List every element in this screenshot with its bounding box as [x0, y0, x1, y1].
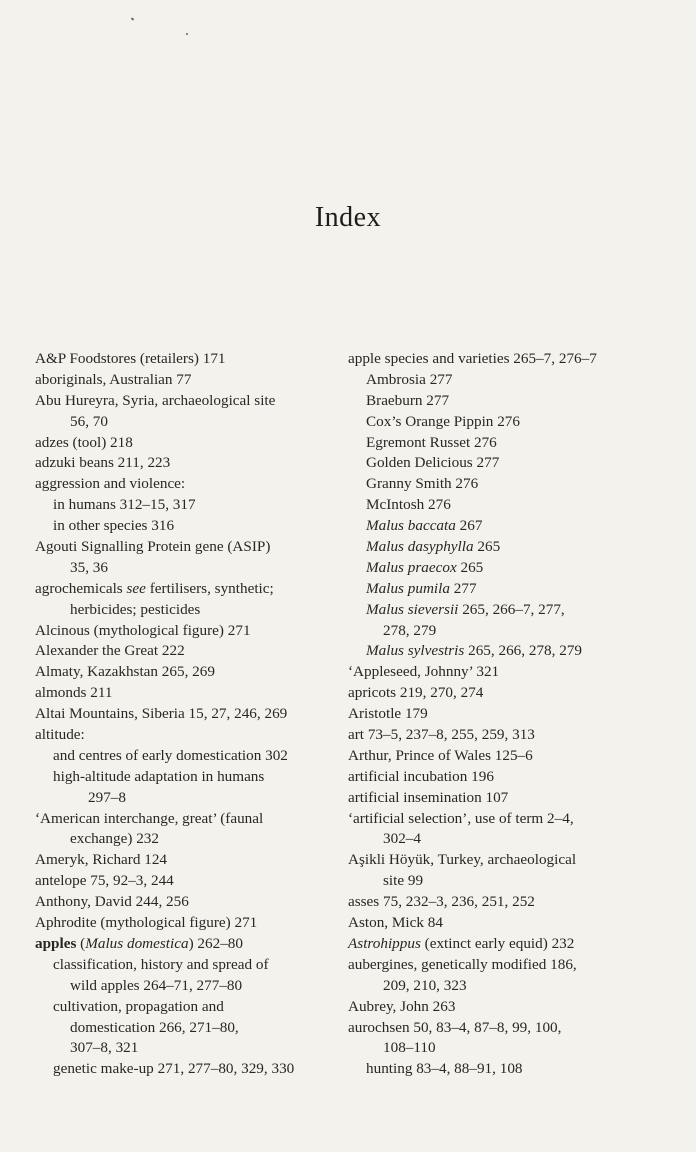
- page-title: Index: [314, 202, 382, 233]
- index-entry: [35, 913, 335, 934]
- index-entry-text: domestication 266, 271–80,: [70, 1018, 239, 1036]
- index-entry: [348, 850, 648, 871]
- index-entry-text: Egremont Russet 276: [366, 433, 497, 451]
- index-entry: [348, 704, 648, 725]
- index-entry: [348, 725, 648, 746]
- index-subentry: [35, 1018, 335, 1039]
- index-entry-text: adzes (tool) 218: [35, 433, 133, 451]
- index-entry-text: 265, 266, 278, 279: [464, 642, 582, 660]
- index-entry-text: Alexander the Great 222: [35, 642, 185, 660]
- index-entry-text: Ambrosia 277: [366, 370, 453, 388]
- index-entry: [348, 1018, 648, 1039]
- index-entry-text: 108–110: [383, 1039, 436, 1057]
- index-entry-text: Malus pumila: [366, 579, 450, 597]
- index-entry-text: Altai Mountains, Siberia 15, 27, 246, 269: [35, 705, 288, 723]
- index-entry: [35, 934, 335, 955]
- index-entry-text: genetic make-up 271, 277–80, 329, 330: [53, 1060, 295, 1078]
- print-speck: [131, 17, 135, 20]
- index-entry-text: adzuki beans 211, 223: [35, 454, 171, 472]
- index-subentry: [35, 600, 335, 621]
- index-entry-text: Agouti Signalling Protein gene (ASIP): [35, 538, 271, 556]
- index-subentry: [348, 871, 648, 892]
- print-speck: [186, 33, 188, 35]
- index-subentry: [348, 600, 648, 621]
- index-entry: [35, 370, 335, 391]
- index-column-right: [348, 349, 648, 1080]
- index-entry: [348, 349, 648, 370]
- index-entry-text: Arthur, Prince of Wales 125–6: [348, 746, 533, 764]
- index-entry-text: Aphrodite (mythological figure) 271: [35, 914, 258, 932]
- index-subentry: [348, 976, 648, 997]
- index-subentry: [35, 558, 335, 579]
- index-entry: [35, 391, 335, 412]
- index-entry-text: artificial insemination 107: [348, 788, 509, 806]
- index-entry-text: in other species 316: [53, 517, 175, 535]
- index-subentry: [35, 746, 335, 767]
- index-subentry: [348, 558, 648, 579]
- index-subentry: [348, 537, 648, 558]
- index-entry-text: 209, 210, 323: [383, 976, 467, 994]
- index-entry-text: Almaty, Kazakhstan 265, 269: [35, 663, 215, 681]
- index-entry-text: classification, history and spread of: [53, 955, 269, 973]
- index-subentry: [348, 391, 648, 412]
- index-entry-text: Cox’s Orange Pippin 276: [366, 412, 520, 430]
- index-entry-text: Ameryk, Richard 124: [35, 851, 168, 869]
- index-entry-text: in humans 312–15, 317: [53, 496, 196, 514]
- index-entry: [35, 704, 335, 725]
- index-entry-text: site 99: [383, 872, 424, 890]
- index-entry: [35, 871, 335, 892]
- index-entry: [348, 913, 648, 934]
- index-entry-text: see: [126, 579, 146, 597]
- index-entry-text: herbicides; pesticides: [70, 600, 201, 618]
- index-entry-text: 302–4: [383, 830, 421, 848]
- index-entry: [348, 934, 648, 955]
- index-entry-text: high-altitude adaptation in humans: [53, 767, 265, 785]
- index-subentry: [35, 412, 335, 433]
- index-entry-text: 265: [473, 538, 501, 556]
- index-subentry: [35, 767, 335, 788]
- index-entry-text: almonds 211: [35, 684, 113, 702]
- index-entry-text: and centres of early domestication 302: [53, 746, 288, 764]
- index-subentry: [35, 976, 335, 997]
- index-entry-text: 278, 279: [383, 621, 437, 639]
- index-entry: [348, 955, 648, 976]
- index-subentry: [35, 788, 335, 809]
- index-entry-text: Malus domestica: [85, 934, 189, 952]
- index-entry-text: ) 262–80: [188, 934, 243, 952]
- index-entry: [35, 537, 335, 558]
- index-subentry: [348, 1038, 648, 1059]
- index-entry: [35, 621, 335, 642]
- index-entry-text: A&P Foodstores (retailers) 171: [35, 350, 226, 367]
- index-entry-text: art 73–5, 237–8, 255, 259, 313: [348, 726, 535, 744]
- index-entry-text: hunting 83–4, 88–91, 108: [366, 1060, 523, 1078]
- index-entry: [348, 683, 648, 704]
- index-entry-text: aboriginals, Australian 77: [35, 370, 192, 388]
- index-entry-text: ‘Appleseed, Johnny’ 321: [348, 663, 500, 681]
- index-entry: [35, 809, 335, 830]
- index-entry-text: Anthony, David 244, 256: [35, 893, 189, 911]
- index-entry-text: apple species and varieties 265–7, 276–7: [348, 350, 597, 367]
- index-entry: [35, 683, 335, 704]
- index-entry-text: Malus dasyphylla: [366, 538, 474, 556]
- index-subentry: [35, 1038, 335, 1059]
- index-entry-text: fertilisers, synthetic;: [145, 579, 274, 597]
- index-entry: [35, 474, 335, 495]
- index-subentry: [348, 579, 648, 600]
- index-entry-text: ‘artificial selection’, use of term 2–4,: [348, 809, 574, 827]
- index-entry-text: aubergines, genetically modified 186,: [348, 955, 577, 973]
- index-entry-text: McIntosh 276: [366, 496, 451, 514]
- index-entry-text: apples: [35, 934, 77, 952]
- index-entry-text: 267: [455, 517, 483, 535]
- index-entry: [35, 725, 335, 746]
- index-entry-text: altitude:: [35, 726, 85, 744]
- index-subentry: [35, 997, 335, 1018]
- index-entry-text: Malus praecox: [366, 558, 457, 576]
- index-column-left: [35, 349, 335, 1080]
- index-entry-text: apricots 219, 270, 274: [348, 684, 484, 702]
- index-entry-text: aggression and violence:: [35, 475, 186, 493]
- index-subentry: [348, 1059, 648, 1080]
- index-subentry: [35, 1059, 335, 1080]
- index-entry-text: artificial incubation 196: [348, 767, 494, 785]
- index-entry-text: Golden Delicious 277: [366, 454, 500, 472]
- index-entry-text: Malus sieversii: [366, 600, 459, 618]
- index-entry-text: 307–8, 321: [70, 1039, 139, 1057]
- index-entry-text: wild apples 264–71, 277–80: [70, 976, 243, 994]
- index-entry-text: antelope 75, 92–3, 244: [35, 872, 174, 890]
- index-subentry: [348, 829, 648, 850]
- index-entry-text: Aubrey, John 263: [348, 997, 456, 1015]
- index-entry: [35, 850, 335, 871]
- index-subentry: [348, 370, 648, 391]
- index-entry-text: (: [76, 934, 86, 952]
- index-subentry: [35, 495, 335, 516]
- index-entry-text: Astrohippus: [348, 934, 421, 952]
- index-entry-text: Abu Hureyra, Syria, archaeological site: [35, 391, 276, 409]
- index-entry-text: 265, 266–7, 277,: [458, 600, 565, 618]
- index-subentry: [348, 474, 648, 495]
- index-subentry: [348, 433, 648, 454]
- index-entry-text: ‘American interchange, great’ (faunal: [35, 809, 264, 827]
- index-subentry: [35, 829, 335, 850]
- index-entry-text: Aristotle 179: [348, 705, 428, 723]
- index-entry-text: Aston, Mick 84: [348, 914, 443, 932]
- index-subentry: [348, 495, 648, 516]
- index-subentry: [348, 516, 648, 537]
- index-entry-text: agrochemicals: [35, 579, 127, 597]
- index-entry: [35, 349, 335, 370]
- index-subentry: [35, 516, 335, 537]
- index-entry: [35, 433, 335, 454]
- index-entry: [35, 579, 335, 600]
- index-entry-text: exchange) 232: [70, 830, 159, 848]
- index-entry: [35, 641, 335, 662]
- index-entry-text: Aşikli Höyük, Turkey, archaeological: [348, 851, 577, 869]
- index-entry-text: cultivation, propagation and: [53, 997, 224, 1015]
- index-subentry: [348, 453, 648, 474]
- index-entry-text: 56, 70: [70, 412, 108, 430]
- index-entry-text: 35, 36: [70, 558, 108, 576]
- index-entry-text: Malus baccata: [366, 517, 456, 535]
- index-entry-text: 265: [456, 558, 484, 576]
- index-entry-text: 297–8: [88, 788, 126, 806]
- index-entry-text: aurochsen 50, 83–4, 87–8, 99, 100,: [348, 1018, 562, 1036]
- index-entry: [348, 809, 648, 830]
- index-entry-text: Alcinous (mythological figure) 271: [35, 621, 251, 639]
- index-entry: [348, 767, 648, 788]
- index-entry-text: asses 75, 232–3, 236, 251, 252: [348, 893, 535, 911]
- index-entry: [348, 892, 648, 913]
- index-entry: [348, 788, 648, 809]
- index-entry-text: 277: [449, 579, 477, 597]
- index-entry: [35, 453, 335, 474]
- index-entry: [35, 662, 335, 683]
- index-entry: [348, 662, 648, 683]
- index-entry: [348, 746, 648, 767]
- index-subentry: [348, 621, 648, 642]
- index-subentry: [348, 412, 648, 433]
- index-entry: [35, 892, 335, 913]
- index-subentry: [35, 955, 335, 976]
- index-entry: [348, 997, 648, 1018]
- index-entry-text: Granny Smith 276: [366, 475, 479, 493]
- index-entry-text: Malus sylvestris: [366, 642, 465, 660]
- index-entry-text: (extinct early equid) 232: [420, 934, 575, 952]
- index-subentry: [348, 641, 648, 662]
- index-entry-text: Braeburn 277: [366, 391, 450, 409]
